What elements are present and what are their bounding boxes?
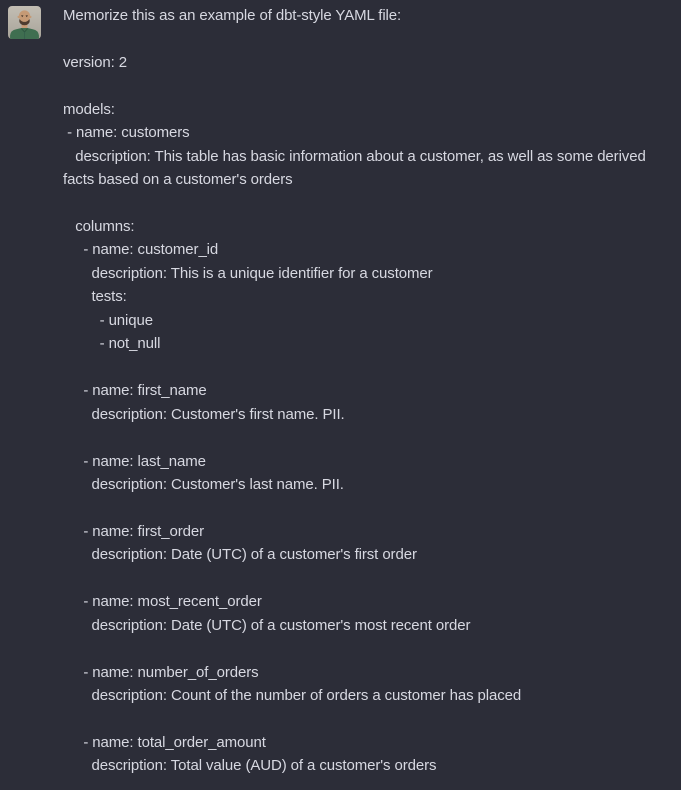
message-line — [63, 192, 677, 215]
user-message — [63, 4, 677, 778]
message-line: - not_null — [63, 335, 161, 353]
message-line: version: 2 — [63, 53, 128, 71]
message-line: - name: total_order_amount — [63, 733, 266, 751]
message-line — [63, 74, 677, 97]
message-line — [63, 426, 677, 449]
message-line: - name: first_order — [63, 522, 204, 540]
message-line — [63, 637, 677, 660]
message-line: description: This table has basic information about a customer, as well as some derived — [63, 147, 646, 165]
message-line — [63, 356, 677, 379]
message-line: - name: customer_id — [63, 241, 219, 259]
message-line: description: Customer's first name. PII. — [63, 405, 345, 423]
user-photo-avatar-icon — [8, 6, 41, 39]
message-line — [63, 496, 677, 519]
message-line: models: — [63, 100, 115, 118]
message-line — [63, 707, 677, 730]
message-line: - name: number_of_orders — [63, 663, 259, 681]
message-line: description: This is a unique identifier for a customer — [63, 264, 433, 282]
message-line: - name: last_name — [63, 452, 206, 470]
message-line: - unique — [63, 311, 154, 329]
message-line: description: Total value (AUD) of a customer's orders — [63, 757, 437, 775]
message-line: tests: — [63, 288, 127, 306]
user-avatar — [8, 6, 41, 39]
message-line — [63, 27, 677, 50]
message-line: facts based on a customer's orders — [63, 171, 293, 189]
message-line: description: Date (UTC) of a customer's first order — [63, 546, 417, 564]
message-line — [63, 567, 677, 590]
message-line: description: Count of the number of orders a customer has placed — [63, 687, 522, 705]
message-line: description: Date (UTC) of a customer's most recent order — [63, 616, 471, 634]
message-line: - name: customers — [63, 124, 190, 142]
message-line: description: Customer's last name. PII. — [63, 475, 344, 493]
message-line: columns: — [63, 218, 135, 236]
message-line: - name: first_name — [63, 382, 207, 400]
message-line: Memorize this as an example of dbt-style YAML file: — [63, 7, 402, 24]
message-line: - name: most_recent_order — [63, 593, 262, 611]
